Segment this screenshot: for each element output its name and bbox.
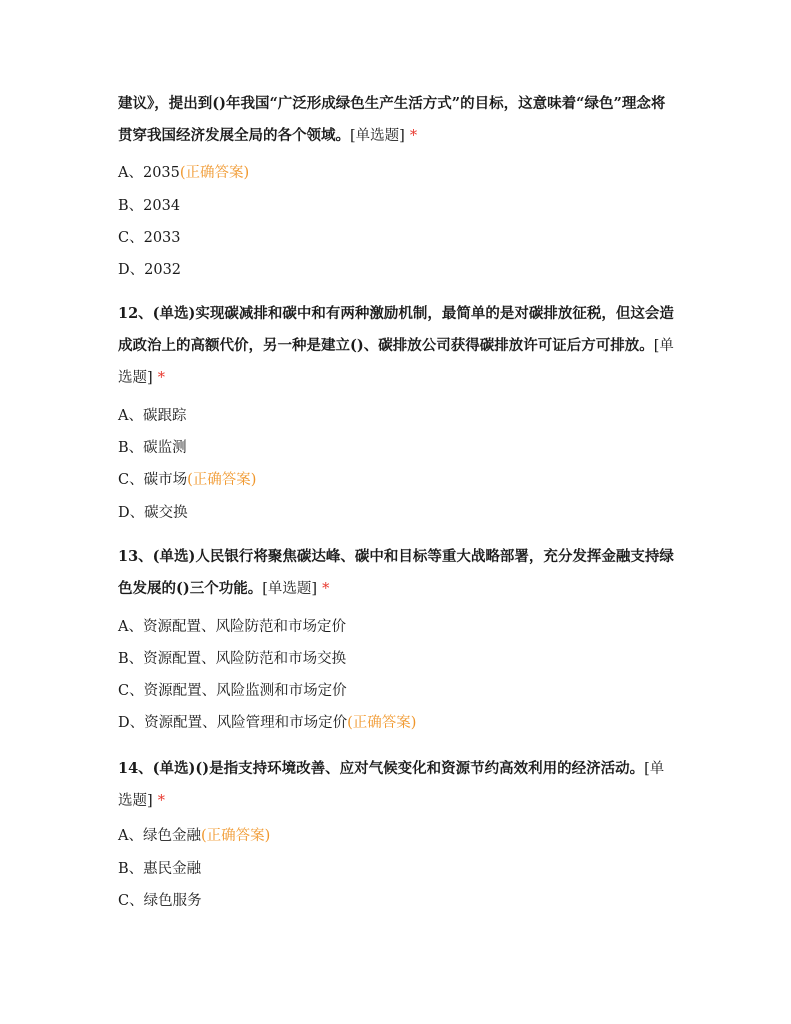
option-c[interactable]: C、2033 <box>118 230 181 246</box>
required-marker: * <box>322 581 330 597</box>
correct-answer-label: (正确答案) <box>347 715 417 731</box>
option-b[interactable]: B、资源配置、风险防范和市场交换 <box>118 651 347 667</box>
question-type-tag: [单选题] <box>118 338 674 386</box>
option-d[interactable]: D、碳交换 <box>118 505 188 521</box>
correct-answer-label: (正确答案) <box>200 828 271 844</box>
option-d[interactable]: D、资源配置、风险管理和市场定价(正确答案) <box>118 715 417 731</box>
option-b[interactable]: B、惠民金融 <box>118 861 202 877</box>
option-c[interactable]: C、绿色服务 <box>118 893 202 909</box>
option-a[interactable]: A、碳跟踪 <box>118 408 187 424</box>
option-a[interactable]: A、资源配置、风险防范和市场定价 <box>118 619 346 635</box>
question-type-tag: [单选题] <box>350 128 405 144</box>
option-a[interactable]: A、绿色金融(正确答案) <box>118 828 271 844</box>
question-text: 14、(单选)()是指支持环境改善、应对气候变化和资源节约高效利用的经济活动。[单选题] * <box>118 760 665 809</box>
option-b[interactable]: B、2034 <box>118 198 181 214</box>
option-c[interactable]: C、碳市场(正确答案) <box>118 472 257 488</box>
question-text: 12、(单选)实现碳减排和碳中和有两种激励机制，最简单的是对碳排放征税，但这会造成政治上的高额代价，另一种是建立()、碳排放公司获得碳排放许可证后方可排放。[单选题] * <box>118 305 674 386</box>
correct-answer-label: (正确答案) <box>179 165 250 181</box>
option-b[interactable]: B、碳监测 <box>118 440 187 456</box>
question-type-tag: [单选题] <box>262 581 318 597</box>
required-marker: * <box>157 370 165 386</box>
required-marker: * <box>409 128 418 144</box>
question-text: 建议》，提出到()年我国“广泛形成绿色生产生活方式”的目标，这意味着“绿色”理念将贯穿我国经济发展全局的各个领域。[单选题] * <box>118 95 666 144</box>
required-marker: * <box>157 793 165 809</box>
option-a[interactable]: A、2035(正确答案) <box>118 165 250 181</box>
question-type-tag: [单选题] <box>118 761 665 809</box>
option-d[interactable]: D、2032 <box>118 262 182 278</box>
correct-answer-label: (正确答案) <box>187 472 257 488</box>
option-c[interactable]: C、资源配置、风险监测和市场定价 <box>118 683 347 699</box>
question-text: 13、(单选)人民银行将聚焦碳达峰、碳中和目标等重大战略部署，充分发挥金融支持绿色发展的()三个功能。[单选题] * <box>118 548 674 597</box>
